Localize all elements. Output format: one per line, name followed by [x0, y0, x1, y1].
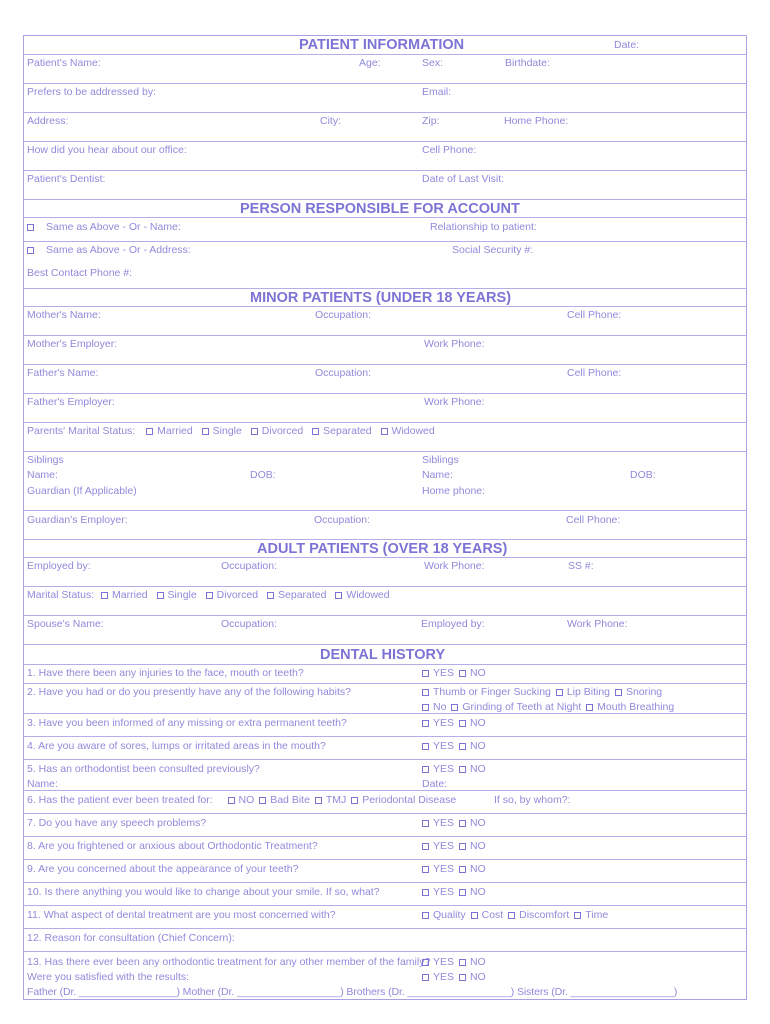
- checkbox-icon[interactable]: [459, 889, 466, 896]
- checkbox-icon[interactable]: [422, 720, 429, 727]
- siblings-label: Siblings: [422, 454, 459, 466]
- question-5: 5. Has an orthodontist been consulted previously?: [27, 763, 260, 775]
- divider: [24, 644, 746, 645]
- mouth-breathing-option[interactable]: Mouth Breathing: [586, 701, 674, 713]
- sibling-name-field[interactable]: Name:: [422, 469, 453, 481]
- checkbox-icon[interactable]: [101, 592, 108, 599]
- adult-marital-status: Marital Status: Married Single Divorced Separated Widowed: [27, 589, 390, 601]
- patient-name-field[interactable]: Patient's Name:: [27, 57, 101, 69]
- sibling-name-field[interactable]: Name:: [27, 469, 58, 481]
- checkbox-icon[interactable]: [422, 889, 429, 896]
- treated-by-whom-field[interactable]: If so, by whom?:: [494, 794, 571, 806]
- divider: [24, 859, 746, 860]
- checkbox-icon[interactable]: [27, 247, 34, 254]
- mother-employer-field[interactable]: Mother's Employer:: [27, 338, 118, 350]
- ssn-field[interactable]: Social Security #:: [452, 244, 534, 256]
- adult-divorced-option[interactable]: Divorced: [206, 589, 258, 601]
- sibling-dob-field[interactable]: DOB:: [250, 469, 276, 481]
- adult-work-phone-field[interactable]: Work Phone:: [424, 560, 485, 572]
- periodontal-option[interactable]: Periodontal Disease: [351, 794, 456, 806]
- checkbox-icon[interactable]: [459, 974, 466, 981]
- divider: [24, 736, 746, 737]
- question-9: 9. Are you concerned about the appearance of your teeth?: [27, 863, 299, 875]
- checkbox-icon[interactable]: [146, 428, 153, 435]
- guardian-cell-field[interactable]: Cell Phone:: [566, 514, 621, 526]
- section-title-adult: ADULT PATIENTS (OVER 18 YEARS): [257, 541, 508, 557]
- section-title-patient-information: PATIENT INFORMATION: [299, 37, 465, 53]
- employed-by-field[interactable]: Employed by:: [27, 560, 91, 572]
- checkbox-icon[interactable]: [422, 766, 429, 773]
- father-occupation-field[interactable]: Occupation:: [315, 367, 372, 379]
- divider: [24, 539, 746, 540]
- orthodontist-date-field[interactable]: Date:: [422, 778, 448, 790]
- siblings-label: Siblings: [27, 454, 64, 466]
- divider: [24, 241, 746, 242]
- question-1: 1. Have there been any injuries to the face, mouth or teeth?: [27, 667, 304, 679]
- checkbox-icon[interactable]: [259, 797, 266, 804]
- divider: [24, 683, 746, 684]
- marital-separated-option[interactable]: Separated: [312, 425, 371, 437]
- q7-yes-no[interactable]: YES NO: [422, 817, 486, 829]
- best-phone-field[interactable]: Best Contact Phone #:: [27, 267, 133, 279]
- divider: [24, 288, 746, 289]
- last-visit-field[interactable]: Date of Last Visit:: [422, 173, 505, 185]
- discomfort-option[interactable]: Discomfort: [508, 909, 569, 921]
- bad-bite-option[interactable]: Bad Bite: [259, 794, 310, 806]
- prefers-name-field[interactable]: Prefers to be addressed by:: [27, 86, 156, 98]
- birthdate-field[interactable]: Birthdate:: [505, 57, 550, 69]
- q13-satisfied-yes-no[interactable]: YES NO: [422, 971, 486, 983]
- parents-marital-status: Parents' Marital Status: Married Single Divorced Separated Widowed: [27, 425, 435, 437]
- date-label: Date:: [614, 39, 640, 51]
- divider: [24, 306, 746, 307]
- q13-yes-no[interactable]: YES NO: [422, 956, 486, 968]
- ss-field[interactable]: SS #:: [568, 560, 594, 572]
- mother-occupation-field[interactable]: Occupation:: [315, 309, 372, 321]
- divider: [24, 112, 746, 113]
- divider: [24, 951, 746, 952]
- city-field[interactable]: City:: [320, 115, 341, 127]
- q2-options-a: [422, 686, 662, 698]
- spouse-name-field[interactable]: Spouse's Name:: [27, 618, 104, 630]
- q10-yes-no[interactable]: YES NO: [422, 886, 486, 898]
- divider: [24, 54, 746, 55]
- spouse-work-phone-field[interactable]: Work Phone:: [567, 618, 628, 630]
- guardian-field[interactable]: Guardian (If Applicable): [27, 485, 137, 497]
- adult-separated-option[interactable]: Separated: [267, 589, 326, 601]
- divider: [24, 882, 746, 883]
- mother-name-field[interactable]: Mother's Name:: [27, 309, 101, 321]
- divider: [24, 928, 746, 929]
- checkbox-icon[interactable]: [459, 720, 466, 727]
- checkbox-icon[interactable]: [267, 592, 274, 599]
- section-title-dental-history: DENTAL HISTORY: [320, 647, 446, 663]
- adult-widowed-option[interactable]: Widowed: [335, 589, 389, 601]
- email-field[interactable]: Email:: [422, 86, 452, 98]
- same-name-option[interactable]: Same as Above - Or - Name:: [27, 221, 181, 233]
- family-doctors-field[interactable]: Father (Dr. _________________) Mother (Dr. __________________) Brothers (Dr. __________________) Sisters (Dr. __________________): [27, 986, 678, 998]
- divider: [24, 813, 746, 814]
- adult-single-option[interactable]: Single: [157, 589, 197, 601]
- quality-option[interactable]: Quality: [422, 909, 466, 921]
- divider: [24, 664, 746, 665]
- q1-yes-no[interactable]: YES NO: [422, 667, 486, 679]
- checkbox-icon[interactable]: [459, 766, 466, 773]
- divider: [24, 393, 746, 394]
- adult-occupation-field[interactable]: Occupation:: [221, 560, 278, 572]
- patient-dentist-field[interactable]: Patient's Dentist:: [27, 173, 106, 185]
- divider: [24, 364, 746, 365]
- no-habits-option[interactable]: No: [422, 701, 446, 713]
- sex-field[interactable]: Sex:: [422, 57, 444, 69]
- checkbox-icon[interactable]: [422, 820, 429, 827]
- checkbox-icon[interactable]: [422, 843, 429, 850]
- question-11: 11. What aspect of dental treatment are you most concerned with?: [27, 909, 336, 921]
- checkbox-icon[interactable]: [422, 912, 429, 919]
- q9-yes-no[interactable]: YES NO: [422, 863, 486, 875]
- zip-field[interactable]: Zip:: [422, 115, 440, 127]
- referral-source-field[interactable]: How did you hear about our office:: [27, 144, 187, 156]
- lip-biting-option[interactable]: Lip Biting: [556, 686, 610, 698]
- age-field[interactable]: Age:: [359, 57, 381, 69]
- checkbox-icon[interactable]: [422, 689, 429, 696]
- checkbox-icon[interactable]: [228, 797, 235, 804]
- marital-married-option[interactable]: Married: [146, 425, 193, 437]
- q5-yes-no[interactable]: YES NO: [422, 763, 486, 775]
- divider: [24, 170, 746, 171]
- checkbox-icon[interactable]: [422, 743, 429, 750]
- cell-phone-field[interactable]: Cell Phone:: [422, 144, 477, 156]
- divider: [24, 713, 746, 714]
- divider: [24, 510, 746, 511]
- checkbox-icon[interactable]: [459, 866, 466, 873]
- thumb-sucking-option[interactable]: Thumb or Finger Sucking: [422, 686, 551, 698]
- checkbox-icon[interactable]: [422, 670, 429, 677]
- checkbox-icon[interactable]: [335, 592, 342, 599]
- treated-no-option[interactable]: NO: [228, 794, 255, 806]
- question-8: 8. Are you frightened or anxious about Orthodontic Treatment?: [27, 840, 318, 852]
- question-6: 6. Has the patient ever been treated for: NO Bad Bite TMJ Periodontal Disease: [27, 794, 457, 806]
- checkbox-icon[interactable]: [459, 843, 466, 850]
- divider: [24, 141, 746, 142]
- divider: [24, 557, 746, 558]
- checkbox-icon[interactable]: [157, 592, 164, 599]
- marital-divorced-option[interactable]: Divorced: [251, 425, 303, 437]
- divider: [24, 217, 746, 218]
- patient-form: [23, 35, 747, 1000]
- spouse-occupation-field[interactable]: Occupation:: [221, 618, 278, 630]
- divider: [24, 335, 746, 336]
- guardian-employer-field[interactable]: Guardian's Employer:: [27, 514, 128, 526]
- checkbox-icon[interactable]: [508, 912, 515, 919]
- q3-yes-no[interactable]: YES NO: [422, 717, 486, 729]
- question-7: 7. Do you have any speech problems?: [27, 817, 207, 829]
- father-work-phone-field[interactable]: Work Phone:: [424, 396, 485, 408]
- checkbox-icon[interactable]: [312, 428, 319, 435]
- checkbox-icon[interactable]: [459, 670, 466, 677]
- checkbox-icon[interactable]: [459, 743, 466, 750]
- cost-option[interactable]: Cost: [471, 909, 504, 921]
- checkbox-icon[interactable]: [351, 797, 358, 804]
- checkbox-icon[interactable]: [27, 224, 34, 231]
- q13-satisfied: Were you satisfied with the results:: [27, 971, 190, 983]
- checkbox-icon[interactable]: [615, 689, 622, 696]
- father-employer-field[interactable]: Father's Employer:: [27, 396, 115, 408]
- checkbox-icon[interactable]: [459, 959, 466, 966]
- divider: [24, 586, 746, 587]
- question-4: 4. Are you aware of sores, lumps or irritated areas in the mouth?: [27, 740, 326, 752]
- checkbox-icon[interactable]: [586, 704, 593, 711]
- divider: [24, 759, 746, 760]
- tmj-option[interactable]: TMJ: [315, 794, 346, 806]
- father-cell-field[interactable]: Cell Phone:: [567, 367, 622, 379]
- divider: [24, 451, 746, 452]
- orthodontist-name-field[interactable]: Name:: [27, 778, 58, 790]
- checkbox-icon[interactable]: [422, 974, 429, 981]
- divider: [24, 422, 746, 423]
- question-12[interactable]: 12. Reason for consultation (Chief Concern):: [27, 932, 235, 944]
- checkbox-icon[interactable]: [422, 959, 429, 966]
- checkbox-icon[interactable]: [315, 797, 322, 804]
- checkbox-icon[interactable]: [422, 866, 429, 873]
- relationship-field[interactable]: Relationship to patient:: [430, 221, 537, 233]
- checkbox-icon[interactable]: [459, 820, 466, 827]
- checkbox-icon[interactable]: [574, 912, 581, 919]
- mother-cell-field[interactable]: Cell Phone:: [567, 309, 622, 321]
- father-name-field[interactable]: Father's Name:: [27, 367, 99, 379]
- grinding-option[interactable]: Grinding of Teeth at Night: [451, 701, 581, 713]
- address-field[interactable]: Address:: [27, 115, 69, 127]
- adult-married-option[interactable]: Married: [101, 589, 148, 601]
- time-option[interactable]: Time: [574, 909, 608, 921]
- question-2: 2. Have you had or do you presently have any of the following habits?: [27, 686, 351, 698]
- same-address-option[interactable]: Same as Above - Or - Address:: [27, 244, 191, 256]
- question-13: 13. Has there ever been any orthodontic treatment for any other member of the family?: [27, 956, 431, 968]
- divider: [24, 836, 746, 837]
- checkbox-icon[interactable]: [381, 428, 388, 435]
- divider: [24, 83, 746, 84]
- home-phone-field[interactable]: Home Phone:: [504, 115, 569, 127]
- divider: [24, 615, 746, 616]
- marital-single-option[interactable]: Single: [202, 425, 242, 437]
- question-10: 10. Is there anything you would like to change about your smile. If so, what?: [27, 886, 380, 898]
- divider: [24, 199, 746, 200]
- checkbox-icon[interactable]: [251, 428, 258, 435]
- checkbox-icon[interactable]: [206, 592, 213, 599]
- checkbox-icon[interactable]: [202, 428, 209, 435]
- question-3: 3. Have you been informed of any missing or extra permanent teeth?: [27, 717, 347, 729]
- guardian-home-phone-field[interactable]: Home phone:: [422, 485, 486, 497]
- checkbox-icon[interactable]: [556, 689, 563, 696]
- mother-work-phone-field[interactable]: Work Phone:: [424, 338, 485, 350]
- checkbox-icon[interactable]: [451, 704, 458, 711]
- guardian-occupation-field[interactable]: Occupation:: [314, 514, 371, 526]
- q2-options-b: [422, 701, 674, 713]
- checkbox-icon[interactable]: [422, 704, 429, 711]
- section-title-responsible: PERSON RESPONSIBLE FOR ACCOUNT: [240, 201, 520, 217]
- divider: [24, 905, 746, 906]
- divider: [24, 790, 746, 791]
- marital-widowed-option[interactable]: Widowed: [381, 425, 435, 437]
- section-title-minor: MINOR PATIENTS (UNDER 18 YEARS): [250, 290, 512, 306]
- snoring-option[interactable]: Snoring: [615, 686, 662, 698]
- q8-yes-no[interactable]: YES NO: [422, 840, 486, 852]
- sibling-dob-field[interactable]: DOB:: [630, 469, 656, 481]
- q11-options: [422, 909, 608, 921]
- checkbox-icon[interactable]: [471, 912, 478, 919]
- spouse-employed-by-field[interactable]: Employed by:: [421, 618, 485, 630]
- q4-yes-no[interactable]: YES NO: [422, 740, 486, 752]
